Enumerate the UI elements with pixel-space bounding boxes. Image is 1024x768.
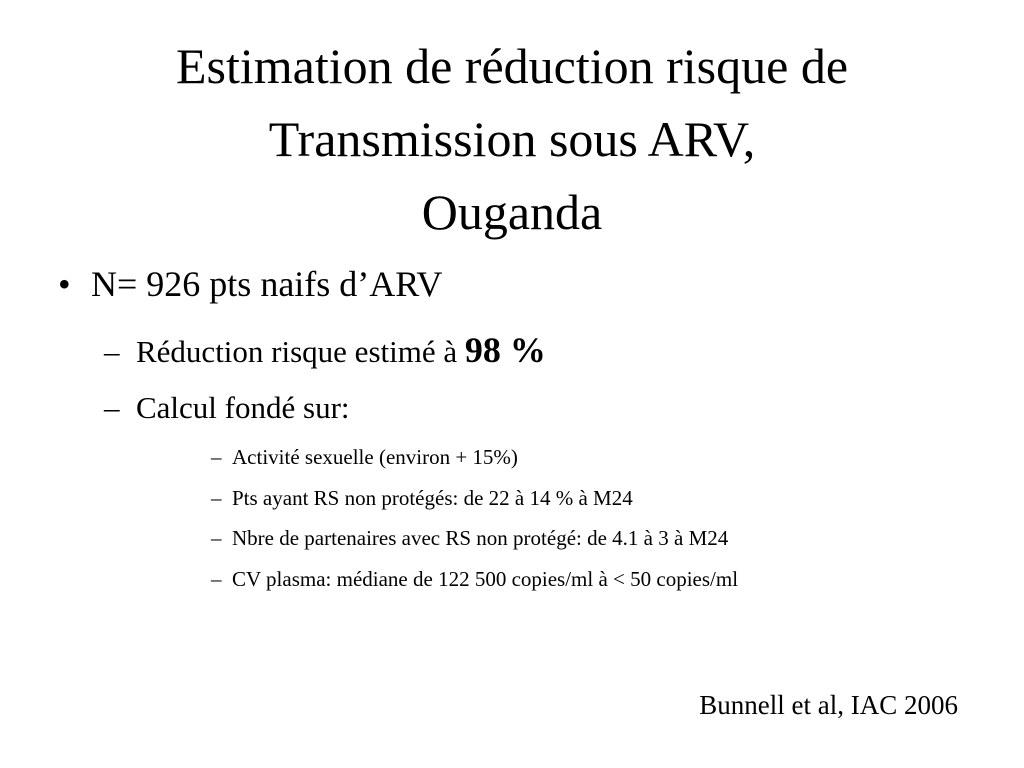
- sub-bullet-marker: –: [104, 334, 120, 369]
- main-bullet: [58, 262, 442, 306]
- detail-item: [211, 443, 518, 471]
- reduction-percentage: 98 %: [464, 330, 546, 370]
- detail-text: Activité sexuelle (environ + 15%): [232, 445, 518, 469]
- detail-text: CV plasma: médiane de 122 500 copies/ml à < 50 copies/ml: [232, 567, 739, 591]
- slide-title: [0, 30, 1024, 249]
- detail-marker: –: [211, 526, 222, 550]
- bullet-marker: •: [58, 264, 71, 304]
- detail-text: Nbre de partenaires avec RS non protégé: de 4.1 à 3 à M24: [232, 526, 729, 550]
- title-line-2: Transmission sous ARV,: [268, 111, 756, 167]
- main-bullet-text: N= 926 pts naifs d’ARV: [91, 264, 443, 304]
- detail-item: [211, 565, 738, 593]
- sub-bullet-text: Réduction risque estimé à: [136, 334, 465, 369]
- detail-marker: –: [211, 567, 222, 591]
- citation: Bunnell et al, IAC 2006: [699, 690, 958, 720]
- detail-item: [211, 484, 633, 512]
- detail-text: Pts ayant RS non protégés: de 22 à 14 % à M24: [232, 486, 633, 510]
- sub-bullet-marker: –: [104, 390, 120, 425]
- sub-bullet-reduction: [104, 331, 546, 371]
- detail-marker: –: [211, 445, 222, 469]
- title-line-1: Estimation de réduction risque de: [175, 38, 849, 94]
- sub-bullet-calcul: [104, 389, 350, 427]
- sub-bullet-text: Calcul fondé sur:: [136, 390, 350, 425]
- detail-marker: –: [211, 486, 222, 510]
- detail-item: [211, 524, 728, 552]
- title-line-3: Ouganda: [421, 184, 603, 240]
